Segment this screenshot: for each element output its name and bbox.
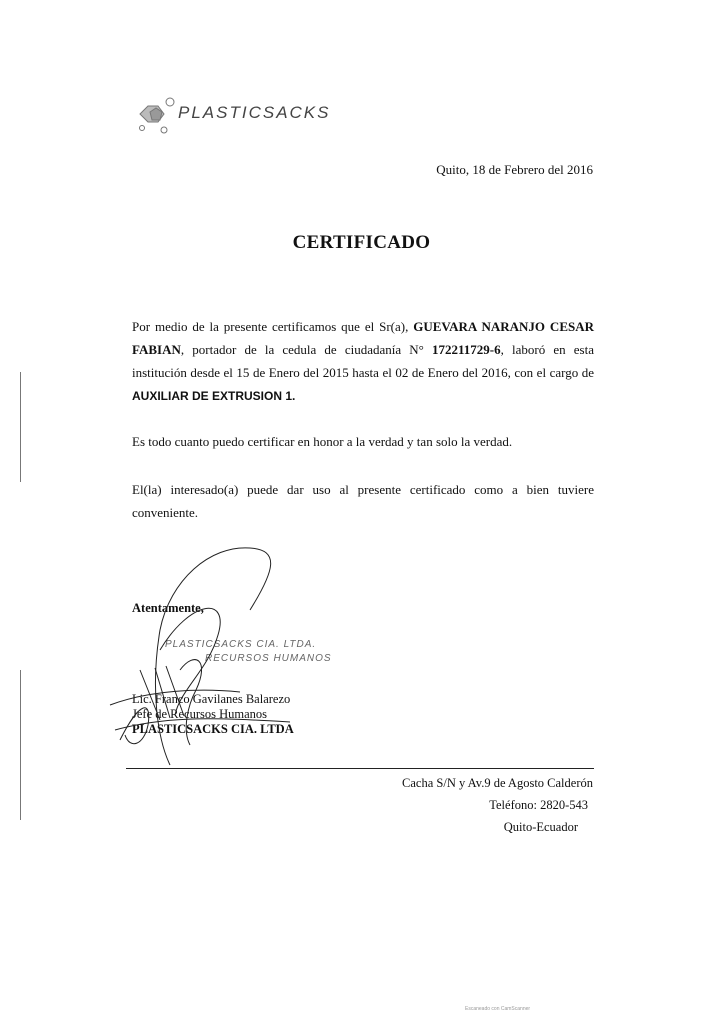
employee-position: AUXILIAR DE EXTRUSION 1. — [132, 389, 296, 403]
closing-text: Atentamente, — [132, 601, 204, 615]
stamp-line-1: PLASTICSACKS CIA. LTDA. — [165, 639, 317, 650]
company-address: Cacha S/N y Av.9 de Agosto Calderón — [402, 776, 593, 790]
employee-name: GUEVARA NARANJO CESAR FABIAN — [132, 319, 594, 357]
handwritten-signature — [100, 540, 300, 780]
usage-paragraph: El(la) interesado(a) puede dar uso al presente certificado como a bien tuviere conveniente. — [132, 482, 594, 520]
id-number: 172211729-6 — [432, 342, 501, 357]
scan-margin-mark — [20, 372, 21, 482]
company-city: Quito-Ecuador — [503, 820, 578, 834]
company-phone: Teléfono: 2820-543 — [489, 798, 588, 812]
certification-paragraph — [132, 315, 594, 408]
signer-company: PLASTICSACKS CIA. LTDA — [132, 722, 294, 736]
signer-role: Jefe de Recursos Humanos — [132, 707, 268, 721]
scanner-watermark: Escaneado con CamScanner — [465, 1006, 531, 1012]
honor-paragraph: Es todo cuanto puedo certificar en honor a la verdad y tan solo la verdad. — [132, 434, 513, 449]
logo-wordmark: PLASTICSACKS — [178, 103, 331, 122]
p1-text-3: , laboró en esta institución desde el 15 de Enero del 2015 hasta el 02 de Enero del 2016, con el cargo de — [132, 342, 594, 380]
footer-divider — [126, 768, 594, 769]
scan-margin-mark-2 — [20, 670, 21, 820]
stamp-line-2: RECURSOS HUMANOS — [205, 653, 332, 664]
document-title: CERTIFICADO — [292, 232, 431, 253]
document-date: Quito, 18 de Febrero del 2016 — [436, 162, 593, 177]
p1-text-1: Por medio de la presente certificamos que el Sr(a), — [132, 319, 414, 334]
signer-name: Lic. Franco Gavilanes Balarezo — [132, 692, 291, 706]
p1-text-2: , portador de la cedula de ciudadanía N° — [180, 342, 433, 357]
